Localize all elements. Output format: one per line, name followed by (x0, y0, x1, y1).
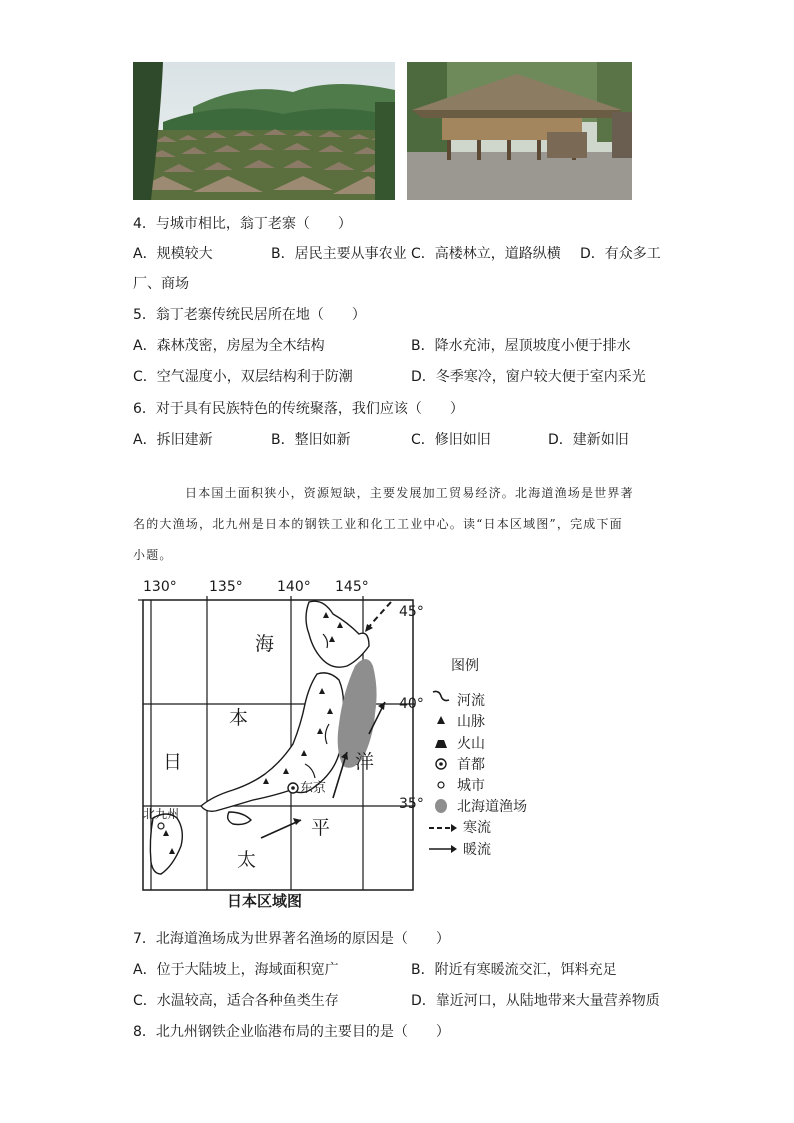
q5-option-c[interactable]: C．空气湿度小，双层结构利于防潮 (133, 369, 353, 385)
legend-item-fishery: 北海道渔场 (457, 799, 527, 815)
q4-option-a[interactable]: A．规模较大 (133, 246, 213, 262)
map-legend (429, 658, 527, 858)
sea-char-ben: 本 (229, 707, 249, 729)
passage-line-3: 小题。 (133, 548, 173, 562)
legend-item-capital: 首都 (457, 757, 485, 773)
fishery-icon (435, 799, 447, 813)
village-photo (133, 62, 395, 200)
lat-label-35: 35° (399, 796, 424, 812)
lat-label-45: 45° (399, 604, 424, 620)
ocean-char-yang: 洋 (355, 751, 375, 773)
legend-item-warm-current: 暖流 (463, 842, 491, 858)
q4-option-c[interactable]: C．高楼林立，道路纵横 (411, 246, 561, 262)
lat-label-40: 40° (399, 696, 424, 712)
ocean-char-ping: 平 (311, 817, 331, 839)
passage-line-2: 名的大渔场，北九州是日本的钢铁工业和化工工业中心。读“日本区域图”，完成下面 (133, 517, 623, 531)
map-title: 日本区域图 (227, 892, 303, 910)
japan-region-map (133, 574, 553, 914)
legend-item-river: 河流 (457, 693, 485, 709)
q5-option-d[interactable]: D．冬季寒冷，窗户较大便于室内采光 (411, 369, 646, 385)
q6-option-a[interactable]: A．拆旧建新 (133, 432, 213, 448)
q4-stem: 4．与城市相比，翁丁老寨（ ） (133, 216, 352, 232)
q6-stem: 6．对于具有民族特色的传统聚落，我们应该（ ） (133, 401, 464, 417)
q6-option-d[interactable]: D．建新如旧 (548, 432, 629, 448)
city-label-tokyo: 东京 (300, 781, 327, 796)
legend-item-mountain: 山脉 (457, 714, 485, 730)
q7-option-c[interactable]: C．水温较高，适合各种鱼类生存 (133, 993, 339, 1009)
lon-label-140: 140° (277, 579, 311, 595)
lon-label-145: 145° (335, 579, 369, 595)
q4-option-b[interactable]: B．居民主要从事农业 (271, 246, 407, 262)
sea-char-ri: 日 (163, 751, 183, 773)
q4-option-d[interactable]: D．有众多工 (580, 246, 661, 262)
tokyo-capital-symbol (288, 783, 298, 793)
q5-option-b[interactable]: B．降水充沛，屋顶坡度小便于排水 (411, 338, 631, 354)
q7-option-a[interactable]: A．位于大陆坡上，海域面积宽广 (133, 962, 339, 978)
stilt-house-photo (407, 62, 632, 200)
legend-item-city: 城市 (457, 778, 485, 794)
q7-stem: 7．北海道渔场成为世界著名渔场的原因是（ ） (133, 931, 450, 947)
city-label-kitakyushu: 北九州 (143, 807, 180, 821)
passage-intro (133, 478, 663, 571)
warm-current-arrowhead-1 (293, 818, 301, 825)
legend-item-volcano: 火山 (457, 736, 485, 752)
kitakyushu-city-symbol (158, 823, 164, 829)
lon-label-130: 130° (143, 579, 177, 595)
q7-option-d[interactable]: D．靠近河口，从陆地带来大量营养物质 (411, 993, 660, 1009)
q4-option-d-continued: 厂、商场 (133, 276, 189, 292)
cold-current-arrowhead (365, 624, 373, 632)
ocean-char-tai: 太 (237, 849, 257, 871)
q6-option-b[interactable]: B．整旧如新 (271, 432, 351, 448)
q5-stem: 5．翁丁老寨传统民居所在地（ ） (133, 307, 366, 323)
mountain-icon (437, 716, 445, 724)
city-icon (438, 782, 444, 788)
volcano-icon (435, 740, 447, 748)
q7-option-b[interactable]: B．附近有寒暖流交汇，饵料充足 (411, 962, 617, 978)
sea-char-hai: 海 (255, 633, 275, 655)
legend-item-cold-current: 寒流 (463, 820, 491, 836)
river-icon (433, 692, 449, 701)
q6-option-c[interactable]: C．修旧如旧 (411, 432, 491, 448)
q5-option-a[interactable]: A．森林茂密，房屋为全木结构 (133, 338, 325, 354)
lon-label-135: 135° (209, 579, 243, 595)
q8-stem: 8．北九州钢铁企业临港布局的主要目的是（ ） (133, 1024, 450, 1040)
passage-line-1: 日本国土面积狭小，资源短缺，主要发展加工贸易经济。北海道渔场是世界著 (185, 486, 634, 500)
legend-title: 图例 (451, 658, 479, 674)
